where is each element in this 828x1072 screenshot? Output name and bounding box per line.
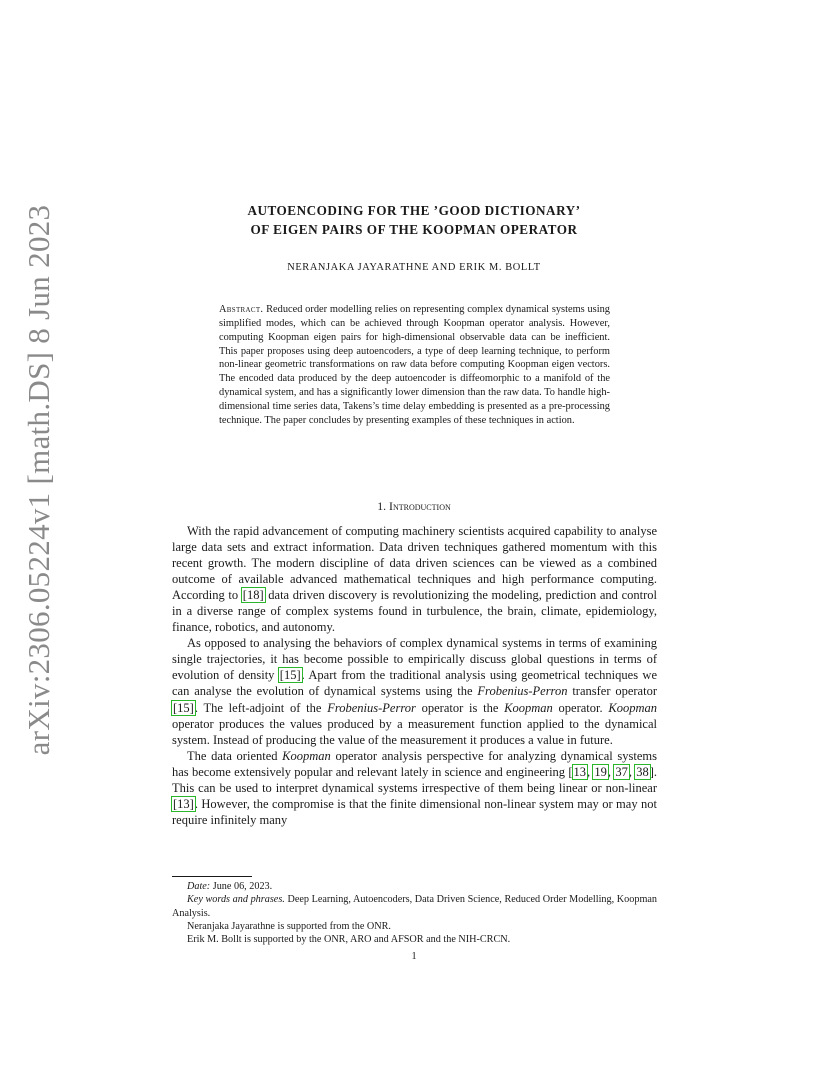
- citation-link[interactable]: [15]: [173, 700, 194, 715]
- text-run: data driven discovery is revolutionizing the modeling, prediction and control in a diverse range of complex systems found in turbulence, the brain, climate, epidemiology, finance, robotics, and autonomy.: [172, 588, 657, 635]
- footnote-date: [172, 880, 657, 893]
- text-run: . However, the compromise is that the finite dimensional non-linear system may or may not require infinitely many: [172, 796, 657, 827]
- text-run: As opposed to analysing the behaviors of complex dynamical systems in terms of examining single trajectories, it has become possible to empirically discuss global questions in terms of evolution of density: [172, 636, 657, 683]
- text-run: . The left-adjoint of the: [194, 700, 328, 715]
- footnote-support-1: Neranjaka Jayarathne is supported from the ONR.: [187, 920, 391, 932]
- paragraph-2: [172, 635, 657, 747]
- footnote-divider: [172, 876, 252, 877]
- footnote-value: June 06, 2023.: [210, 881, 273, 892]
- citation-link[interactable]: 38: [636, 764, 649, 779]
- footnote-value: Deep Learning, Autoencoders, Data Driven Science, Reduced Order Modelling, Koopman Analysis.: [172, 894, 657, 919]
- emphasis-term: Koopman: [504, 700, 553, 715]
- text-run: . Apart from the traditional analysis using geometrical techniques we can analyse the evolution of dynamical systems using the: [172, 668, 657, 699]
- abstract-label: Abstract.: [219, 304, 264, 315]
- citation-link[interactable]: [13]: [173, 796, 194, 811]
- text-run: The data oriented: [187, 748, 283, 763]
- footnotes: [172, 880, 657, 946]
- section-title: Introduction: [389, 499, 451, 513]
- paragraph-3: The data oriented Koopman operator analysis perspective for analyzing dynamical systems has become extensively popular and relevant lately in science and engineering [13, 19, 37, 38]. This can be used to interpret dynamical systems irrespective of them being linear or non-linear [13]. However, the compromise is that the finite dimensional non-linear system may or may not require infinitely many: [172, 748, 658, 827]
- text-run: operator analysis perspective for analyzing dynamical systems has become extensively popular and relevant lately in science and engineering: [172, 748, 657, 779]
- section-heading: [172, 499, 656, 514]
- footnote-label: Date:: [187, 881, 211, 892]
- citation-link[interactable]: 19: [594, 764, 607, 779]
- page-number: 1: [411, 951, 417, 962]
- section-number: 1.: [377, 499, 387, 513]
- footnote-keywords: [172, 893, 657, 920]
- text-run: operator produces the values produced by a measurement function applied to the dynamical system. Instead of producing the value of the measurement it produces a value in future.: [172, 716, 657, 747]
- text-run: With the rapid advancement of computing machinery scientists acquired capability to analyse large data sets and extract information. Data driven techniques gathered momentum with this recent growth. The modern discipline of data driven sciences can be viewed as a combined outcome of available advanced mathematical techniques and high performance computing. According to: [172, 524, 657, 603]
- citation-link[interactable]: 13: [573, 764, 586, 779]
- emphasis-term: Frobenius-Perron: [477, 684, 568, 699]
- emphasis-term: Koopman: [282, 748, 331, 763]
- author-list: NERANJAKA JAYARATHNE AND ERIK M. BOLLT: [287, 262, 541, 273]
- citation-link[interactable]: [15]: [279, 668, 301, 683]
- text-run: operator is the: [415, 700, 505, 715]
- title-line-1: AUTOENCODING FOR THE ’GOOD DICTIONARY’: [247, 203, 581, 218]
- footnote-support-2: Erik M. Bollt is supported by the ONR, ARO and AFSOR and the NIH-CRCN.: [187, 934, 511, 946]
- title-line-2: OF EIGEN PAIRS OF THE KOOPMAN OPERATOR: [250, 222, 578, 237]
- arxiv-identifier-stamp: arXiv:2306.05224v1 [math.DS] 8 Jun 2023: [21, 204, 56, 756]
- text-run: . This can be used to interpret dynamical systems irrespective of them being linear or non-linear: [172, 764, 658, 795]
- paragraph-1: [172, 523, 657, 635]
- paper-title: [172, 201, 656, 239]
- emphasis-term: Frobenius-Perror: [327, 700, 416, 715]
- text-run: transfer operator: [567, 684, 657, 699]
- footnote-label: Key words and phrases.: [187, 894, 285, 906]
- emphasis-term: Koopman: [608, 700, 657, 715]
- abstract: [219, 303, 610, 428]
- text-run: operator.: [552, 700, 609, 715]
- citation-link[interactable]: [18]: [242, 588, 264, 603]
- citation-link[interactable]: 37: [615, 764, 628, 779]
- body-text: [172, 523, 657, 828]
- abstract-text: Reduced order modelling relies on representing complex dynamical systems using simplified modes, which can be achieved through Koopman operator analysis. However, computing Koopman eigen pairs for high-dimensional observable data can be inefficient. This paper proposes using deep autoencoders, a type of deep learning technique, to perform non-linear geometric transformations on raw data before computing Koopman eigen vectors. The encoded data produced by the deep autoencoder is diffeomorphic to a manifold of the dynamical system, and has a significantly lower dimension than the raw data. To handle high-dimensional time series data, Takens’s time delay embedding is presented as a pre-processing technique. The paper concludes by presenting examples of these techniques in action.: [219, 304, 610, 426]
